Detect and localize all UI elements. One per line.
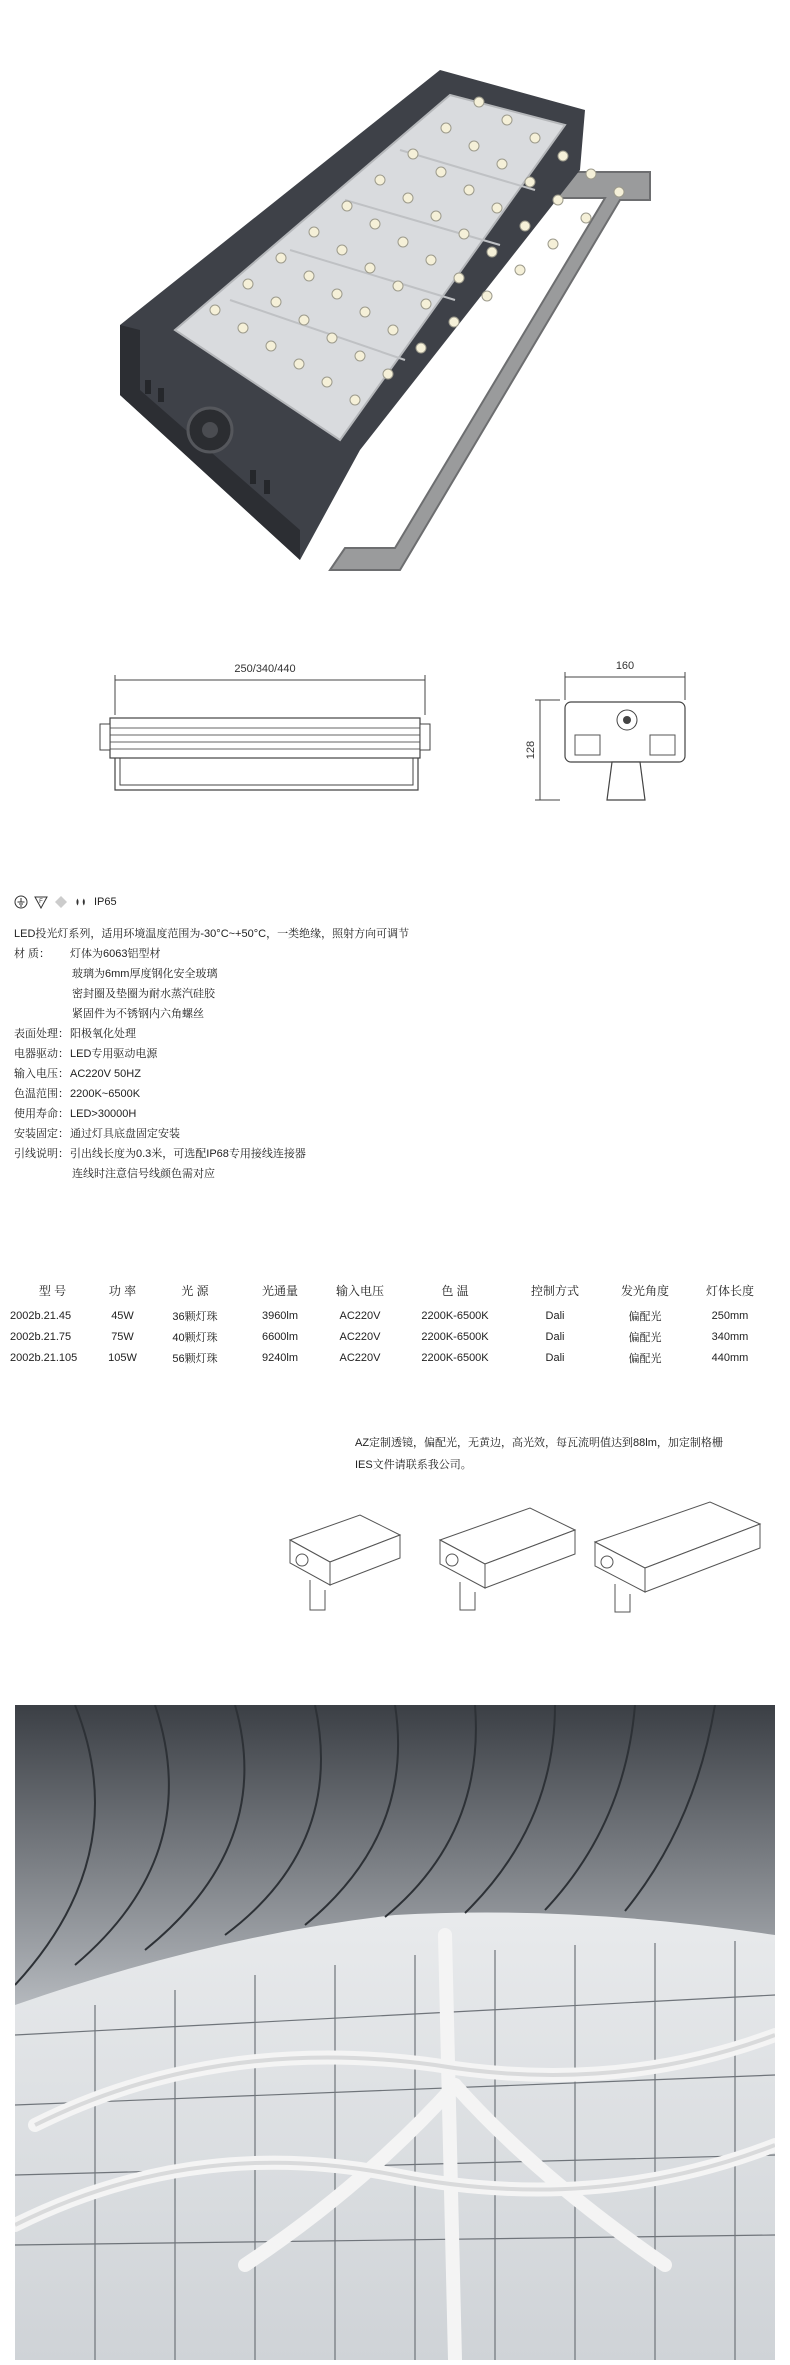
spec-intro: LED投光灯系列，适用环境温度范围为-30°C~+50°C，一类绝缘，照射方向可调节 bbox=[14, 928, 410, 940]
spec-row: 电器驱动： LED专用驱动电源 bbox=[14, 1048, 158, 1060]
side-height-dimension: 128 bbox=[525, 740, 537, 760]
led-chip bbox=[502, 115, 512, 125]
led-chip bbox=[294, 359, 304, 369]
led-chip bbox=[210, 305, 220, 315]
led-chip bbox=[525, 177, 535, 187]
led-chip bbox=[304, 271, 314, 281]
side-width-dimension: 160 bbox=[615, 660, 635, 672]
model-table bbox=[10, 1275, 780, 1368]
led-chip bbox=[271, 297, 281, 307]
led-chip bbox=[355, 351, 365, 361]
technical-drawings bbox=[0, 640, 790, 840]
led-chip bbox=[388, 325, 398, 335]
led-chip bbox=[497, 159, 507, 169]
note-line: AZ定制透镜，偏配光，无黄边，高光效，每瓦流明值达到88lm，加定制格栅 bbox=[355, 1437, 723, 1449]
led-chip bbox=[558, 151, 568, 161]
table-row: 2002b.21.45 45W 36颗灯珠 3960lm AC220V 2200K-6500K Dali 偏配光 250mm bbox=[10, 1309, 749, 1323]
water-drop-icon bbox=[74, 895, 88, 909]
spec-row: 引线说明： 引出线长度为0.3米，可选配IP68专用接线连接器 bbox=[14, 1148, 306, 1160]
variant-thumbnail-medium bbox=[440, 1508, 575, 1610]
led-chip bbox=[350, 395, 360, 405]
spec-material-line: 紧固件为不锈钢内六角螺丝 bbox=[72, 1008, 204, 1020]
led-chip bbox=[614, 187, 624, 197]
note-line: IES文件请联系我公司。 bbox=[355, 1459, 472, 1471]
led-chip bbox=[337, 245, 347, 255]
led-chip bbox=[416, 343, 426, 353]
led-chip bbox=[266, 341, 276, 351]
spec-material: 材 质： 灯体为6063铝型材 bbox=[14, 948, 161, 960]
led-chip bbox=[464, 185, 474, 195]
led-chip bbox=[581, 213, 591, 223]
led-chip bbox=[398, 237, 408, 247]
led-chip bbox=[515, 265, 525, 275]
led-chip bbox=[375, 175, 385, 185]
led-chip bbox=[360, 307, 370, 317]
size-variants bbox=[280, 1500, 780, 1620]
led-chip bbox=[370, 219, 380, 229]
earth-ground-icon bbox=[14, 895, 28, 909]
spec-block bbox=[14, 924, 774, 1184]
class-ii-diamond-icon bbox=[54, 895, 68, 909]
spec-row: 色温范围： 2200K~6500K bbox=[14, 1088, 141, 1100]
led-chip bbox=[408, 149, 418, 159]
front-view-drawing bbox=[100, 718, 430, 790]
led-chip bbox=[553, 195, 563, 205]
led-chip bbox=[309, 227, 319, 237]
led-chip bbox=[586, 169, 596, 179]
certification-row bbox=[14, 893, 117, 911]
led-chip bbox=[426, 255, 436, 265]
led-chip bbox=[342, 201, 352, 211]
led-chip bbox=[548, 239, 558, 249]
variant-thumbnail-large bbox=[595, 1502, 760, 1612]
led-chip bbox=[322, 377, 332, 387]
spec-row: 使用寿命： LED>30000H bbox=[14, 1108, 137, 1120]
led-chip bbox=[530, 133, 540, 143]
svg-text:F: F bbox=[39, 899, 43, 905]
led-chip bbox=[238, 323, 248, 333]
led-chip bbox=[487, 247, 497, 257]
led-chip bbox=[365, 263, 375, 273]
led-chip bbox=[421, 299, 431, 309]
led-chip bbox=[474, 97, 484, 107]
table-row: 2002b.21.75 75W 40颗灯珠 6600lm AC220V 2200K-6500K Dali 偏配光 340mm bbox=[10, 1330, 749, 1344]
front-width-dimension: 250/340/440 bbox=[234, 663, 296, 675]
installation-photo bbox=[15, 1705, 775, 2360]
custom-note bbox=[355, 1432, 775, 1476]
led-chip bbox=[243, 279, 253, 289]
led-chip bbox=[393, 281, 403, 291]
product-photo bbox=[0, 0, 790, 620]
led-chip bbox=[383, 369, 393, 379]
table-row: 2002b.21.105 105W 56颗灯珠 9240lm AC220V 2200K-6500K Dali 偏配光 440mm bbox=[10, 1351, 749, 1365]
led-chip bbox=[454, 273, 464, 283]
ip-rating: IP65 bbox=[94, 896, 117, 908]
led-chip bbox=[436, 167, 446, 177]
led-chip bbox=[299, 315, 309, 325]
variant-thumbnail-small bbox=[290, 1515, 400, 1610]
led-chip bbox=[276, 253, 286, 263]
led-chip bbox=[469, 141, 479, 151]
spec-material-line: 玻璃为6mm厚度钢化安全玻璃 bbox=[72, 968, 218, 980]
spec-row: 表面处理： 阳极氧化处理 bbox=[14, 1028, 136, 1040]
spec-row: 输入电压： AC220V 50HZ bbox=[14, 1068, 141, 1080]
table-header: 型 号 功 率 光 源 光通量 输入电压 色 温 控制方式 发光角度 灯体长度 bbox=[38, 1283, 754, 1298]
led-chip bbox=[492, 203, 502, 213]
led-chip bbox=[520, 221, 530, 231]
spec-row: 安装固定： 通过灯具底盘固定安装 bbox=[14, 1128, 180, 1140]
led-chip bbox=[482, 291, 492, 301]
spec-material-line: 密封圈及垫圈为耐水蒸汽硅胶 bbox=[72, 988, 215, 1000]
f-mark-icon bbox=[34, 895, 48, 909]
led-chip bbox=[327, 333, 337, 343]
spec-lead-note: 连线时注意信号线颜色需对应 bbox=[72, 1168, 215, 1180]
led-chip bbox=[441, 123, 451, 133]
led-chip bbox=[449, 317, 459, 327]
led-chip bbox=[431, 211, 441, 221]
side-view-drawing bbox=[565, 702, 685, 800]
led-chip bbox=[403, 193, 413, 203]
led-chip bbox=[459, 229, 469, 239]
led-chip bbox=[332, 289, 342, 299]
